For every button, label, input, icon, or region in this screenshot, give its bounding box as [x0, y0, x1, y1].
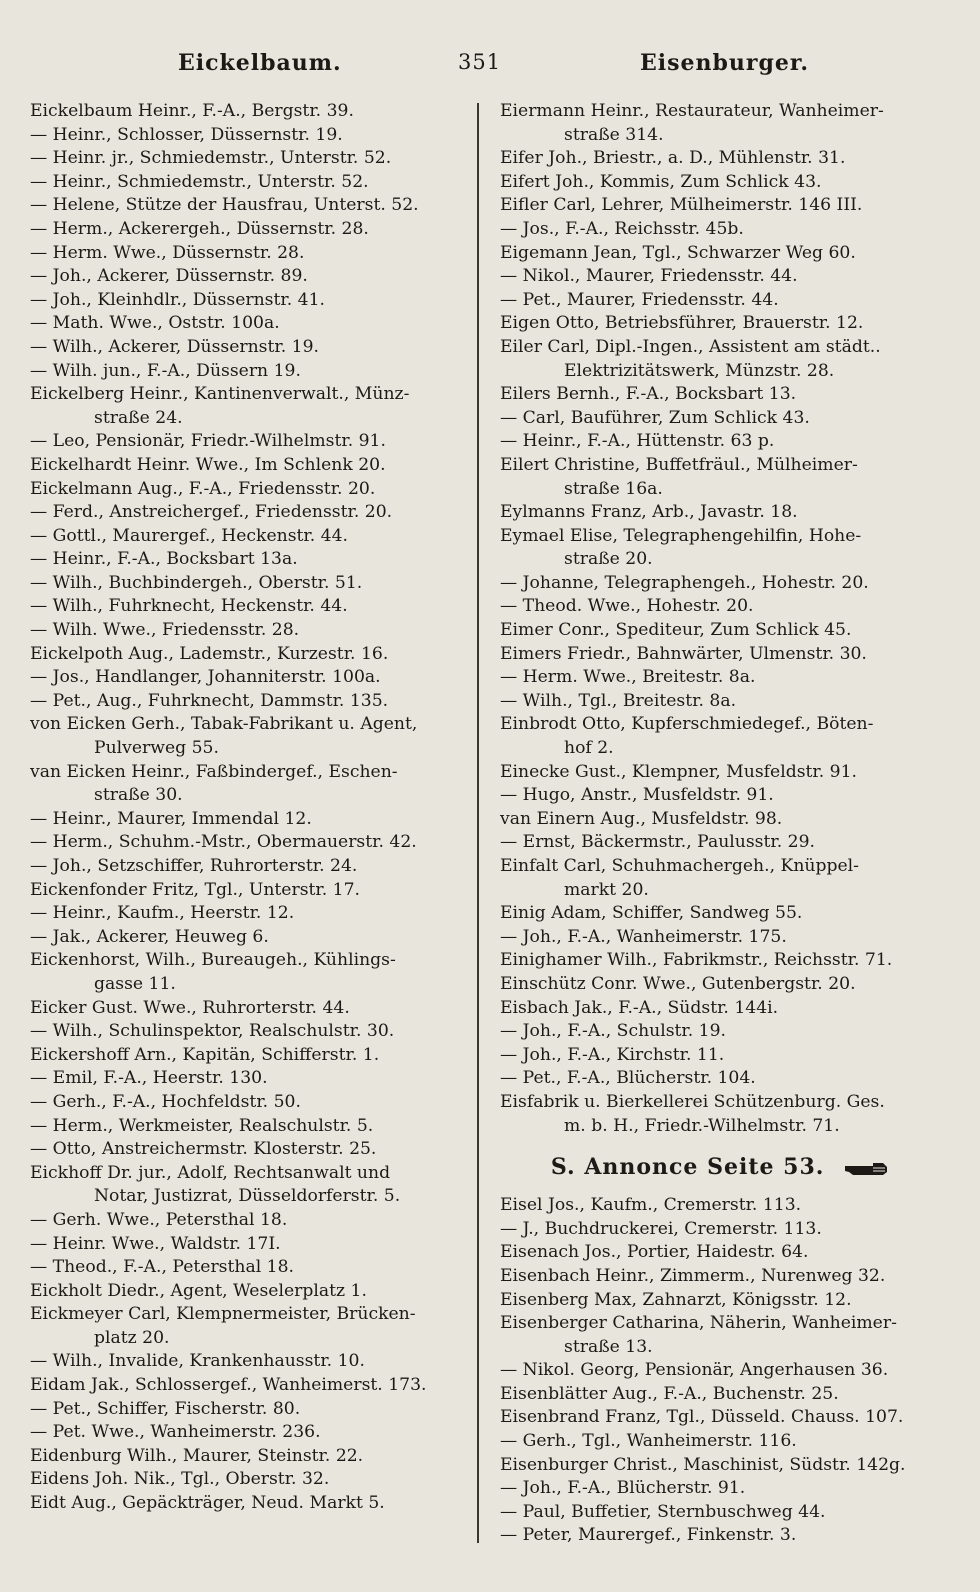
- directory-entry: Eickelberg Heinr., Kantinenverwalt., Münz-: [30, 384, 410, 405]
- directory-entry: — Gerh., Tgl., Wanheimerstr. 116.: [500, 1431, 797, 1452]
- page-number: 351: [458, 50, 502, 74]
- directory-entry: — Joh., Setzschiffer, Ruhrorterstr. 24.: [30, 856, 358, 876]
- directory-entry: Eimer Conr., Spediteur, Zum Schlick 45.: [500, 620, 852, 641]
- directory-entry: — Joh., F.-A., Schulstr. 19.: [500, 1021, 727, 1042]
- directory-entry: Eickenfonder Fritz, Tgl., Unterstr. 17.: [30, 879, 361, 900]
- directory-entry: — Peter, Maurergef., Finkenstr. 3.: [500, 1525, 797, 1546]
- directory-entry: — Jos., Handlanger, Johanniterstr. 100a.: [30, 667, 381, 688]
- entry-continuation: hof 2.: [564, 738, 614, 759]
- directory-entry: — Joh., Ackerer, Düssernstr. 89.: [30, 266, 308, 287]
- right-column: [500, 100, 940, 1548]
- directory-entry: — Gottl., Maurergef., Heckenstr. 44.: [30, 525, 349, 546]
- directory-entry: — Wilh., Invalide, Krankenhausstr. 10.: [30, 1351, 365, 1372]
- directory-entry: Eisenblätter Aug., F.-A., Buchenstr. 25.: [500, 1383, 839, 1404]
- directory-entry: Eickhoff Dr. jur., Adolf, Rechtsanwalt und: [30, 1162, 391, 1183]
- directory-entry: — Wilh., Fuhrknecht, Heckenstr. 44.: [30, 596, 348, 617]
- directory-entry: Eickelbaum Heinr., F.-A., Bergstr. 39.: [30, 101, 354, 121]
- entry-continuation: gasse 11.: [94, 973, 176, 994]
- directory-entry: — Theod. Wwe., Hohestr. 20.: [500, 596, 754, 617]
- directory-entry: — Pet., Schiffer, Fischerstr. 80.: [30, 1398, 301, 1419]
- directory-entry: Eickelhardt Heinr. Wwe., Im Schlenk 20.: [30, 454, 386, 475]
- directory-entry: — Joh., F.-A., Wanheimerstr. 175.: [500, 926, 787, 947]
- directory-entry: — Wilh., Tgl., Breitestr. 8a.: [500, 690, 737, 711]
- directory-entry: — Pet., Maurer, Friedensstr. 44.: [500, 289, 779, 310]
- directory-entry: Eigemann Jean, Tgl., Schwarzer Weg 60.: [500, 242, 856, 263]
- entry-continuation: straße 30.: [94, 785, 183, 806]
- directory-entry: — Heinr., F.-A., Bocksbart 13a.: [30, 549, 298, 570]
- directory-entry: Eickelmann Aug., F.-A., Friedensstr. 20.: [30, 478, 376, 499]
- directory-entry: Einschütz Conr. Wwe., Gutenbergstr. 20.: [500, 973, 856, 994]
- pointing-hand-icon: [843, 1159, 889, 1177]
- directory-entry: — Math. Wwe., Oststr. 100a.: [30, 313, 280, 334]
- directory-entry: Eickelpoth Aug., Lademstr., Kurzestr. 16.: [30, 643, 389, 664]
- entry-continuation: straße 16a.: [564, 478, 663, 499]
- directory-entry: — Joh., Kleinhdlr., Düssernstr. 41.: [30, 289, 325, 310]
- directory-entry: — Hugo, Anstr., Musfeldstr. 91.: [500, 785, 774, 806]
- entry-continuation: straße 24.: [94, 407, 183, 428]
- directory-entry: Eisenbach Heinr., Zimmerm., Nurenweg 32.: [500, 1265, 886, 1286]
- entry-continuation: m. b. H., Friedr.-Wilhelmstr. 71.: [564, 1115, 840, 1136]
- directory-entry: Eisfabrik u. Bierkellerei Schützenburg. Ges.: [500, 1091, 885, 1112]
- directory-entry: Einecke Gust., Klempner, Musfeldstr. 91.: [500, 761, 858, 782]
- header-right-keyword: Eisenburger.: [640, 50, 810, 76]
- directory-entry: — Johanne, Telegraphengeh., Hohestr. 20.: [500, 572, 869, 593]
- directory-entry: — Herm., Schuhm.-Mstr., Obermauerstr. 42.: [30, 832, 417, 853]
- directory-entry: Eifert Joh., Kommis, Zum Schlick 43.: [500, 171, 822, 192]
- directory-entry: — Herm. Wwe., Düssernstr. 28.: [30, 242, 305, 263]
- directory-entry: — Helene, Stütze der Hausfrau, Unterst. 52.: [30, 195, 419, 216]
- directory-entry: — Pet. Wwe., Wanheimerstr. 236.: [30, 1422, 321, 1443]
- directory-entry: Eidens Joh. Nik., Tgl., Oberstr. 32.: [30, 1469, 330, 1490]
- directory-entry: — Wilh., Schulinspektor, Realschulstr. 30.: [30, 1021, 395, 1042]
- entry-continuation: Notar, Justizrat, Düsseldorferstr. 5.: [94, 1186, 401, 1207]
- directory-entry: — Carl, Bauführer, Zum Schlick 43.: [500, 407, 810, 428]
- directory-entry: Eisenberg Max, Zahnarzt, Königsstr. 12.: [500, 1289, 852, 1310]
- entry-continuation: platz 20.: [94, 1327, 170, 1348]
- directory-entry: Eickenhorst, Wilh., Bureaugeh., Kühlings-: [30, 950, 396, 971]
- directory-entry: Eisel Jos., Kaufm., Cremerstr. 113.: [500, 1195, 802, 1216]
- directory-entry: — Herm., Ackerergeh., Düssernstr. 28.: [30, 218, 369, 239]
- directory-entry: Eigen Otto, Betriebsführer, Brauerstr. 12.: [500, 313, 864, 334]
- directory-entry: — Gerh., F.-A., Hochfeldstr. 50.: [30, 1091, 301, 1112]
- directory-entry: — Wilh. jun., F.-A., Düssern 19.: [30, 360, 301, 381]
- directory-entry: — Ferd., Anstreichergef., Friedensstr. 20.: [30, 502, 393, 523]
- entry-continuation: straße 13.: [564, 1336, 653, 1357]
- directory-entry: — Theod., F.-A., Petersthal 18.: [30, 1257, 295, 1278]
- directory-entry: — Nikol., Maurer, Friedensstr. 44.: [500, 266, 798, 287]
- directory-entry: — Pet., F.-A., Blücherstr. 104.: [500, 1068, 756, 1089]
- directory-entry: Eickmeyer Carl, Klempnermeister, Brücken-: [30, 1304, 416, 1325]
- directory-entry: Eifler Carl, Lehrer, Mülheimerstr. 146 III.: [500, 195, 863, 216]
- directory-entry: — Heinr., Schmiedemstr., Unterstr. 52.: [30, 171, 369, 192]
- directory-entry: — Nikol. Georg, Pensionär, Angerhausen 36.: [500, 1360, 889, 1381]
- entry-continuation: Elektrizitätswerk, Münzstr. 28.: [564, 360, 835, 381]
- entry-continuation: straße 314.: [564, 124, 664, 145]
- directory-entry: — Heinr., Schlosser, Düssernstr. 19.: [30, 124, 343, 145]
- directory-entry: — Leo, Pensionär, Friedr.-Wilhelmstr. 91.: [30, 431, 386, 452]
- directory-entry: van Eicken Heinr., Faßbindergef., Eschen-: [30, 761, 398, 782]
- directory-entry: — Heinr. Wwe., Waldstr. 17I.: [30, 1233, 281, 1254]
- directory-entry: Eiermann Heinr., Restaurateur, Wanheimer-: [500, 101, 884, 121]
- directory-entry: Eisbach Jak., F.-A., Südstr. 144i.: [500, 997, 779, 1018]
- entry-continuation: straße 20.: [564, 549, 653, 570]
- entry-continuation: markt 20.: [564, 879, 649, 900]
- directory-entry: — Jos., F.-A., Reichsstr. 45b.: [500, 218, 744, 239]
- annonce-text: S. Annonce Seite 53.: [550, 1154, 825, 1181]
- directory-entry: Eisenach Jos., Portier, Haidestr. 64.: [500, 1242, 809, 1263]
- directory-entry: — Emil, F.-A., Heerstr. 130.: [30, 1068, 268, 1089]
- header-left-keyword: Eickelbaum.: [178, 50, 342, 76]
- directory-entry: Eiler Carl, Dipl.-Ingen., Assistent am städt..: [500, 336, 881, 357]
- directory-entry: Eisenbrand Franz, Tgl., Düsseld. Chauss. 107.: [500, 1407, 904, 1428]
- directory-entry: — Herm., Werkmeister, Realschulstr. 5.: [30, 1115, 374, 1136]
- directory-entry: — Wilh. Wwe., Friedensstr. 28.: [30, 620, 300, 641]
- column-divider: [477, 103, 479, 1543]
- directory-entry: Eidenburg Wilh., Maurer, Steinstr. 22.: [30, 1445, 364, 1466]
- directory-entry: Eickershoff Arn., Kapitän, Schifferstr. 1.: [30, 1044, 380, 1065]
- directory-entry: — Wilh., Ackerer, Düssernstr. 19.: [30, 336, 319, 357]
- directory-entry: — Jak., Ackerer, Heuweg 6.: [30, 926, 269, 947]
- directory-entry: Eisenburger Christ., Maschinist, Südstr. 142g.: [500, 1454, 906, 1475]
- directory-entry: Eifer Joh., Briestr., a. D., Mühlenstr. 31.: [500, 148, 846, 169]
- directory-entry: — Herm. Wwe., Breitestr. 8a.: [500, 667, 756, 688]
- directory-entry: Eicker Gust. Wwe., Ruhrorterstr. 44.: [30, 997, 350, 1018]
- directory-entry: — Joh., F.-A., Blücherstr. 91.: [500, 1478, 746, 1499]
- directory-entry: Eilers Bernh., F.-A., Bocksbart 13.: [500, 384, 797, 405]
- left-column: [30, 100, 470, 1516]
- directory-entry: Eidam Jak., Schlossergef., Wanheimerst. 173.: [30, 1375, 427, 1396]
- directory-entry: Eickholt Diedr., Agent, Weselerplatz 1.: [30, 1280, 367, 1301]
- directory-entry: — Pet., Aug., Fuhrknecht, Dammstr. 135.: [30, 690, 389, 711]
- directory-entry: Eylmanns Franz, Arb., Javastr. 18.: [500, 502, 798, 523]
- right-column-bottom-entries: [500, 1194, 940, 1548]
- directory-entry: Einfalt Carl, Schuhmachergeh., Knüppel-: [500, 856, 859, 876]
- directory-entry: — Heinr., F.-A., Hüttenstr. 63 p.: [500, 431, 775, 452]
- directory-entry: Einig Adam, Schiffer, Sandweg 55.: [500, 903, 803, 924]
- right-column-top-entries: [500, 100, 940, 1138]
- directory-entry: — Joh., F.-A., Kirchstr. 11.: [500, 1044, 725, 1065]
- directory-entry: van Einern Aug., Musfeldstr. 98.: [500, 808, 783, 829]
- directory-entry: Eymael Elise, Telegraphengehilfin, Hohe-: [500, 525, 862, 546]
- directory-entry: — Paul, Buffetier, Sternbuschweg 44.: [500, 1501, 826, 1522]
- directory-entry: von Eicken Gerh., Tabak-Fabrikant u. Agent,: [30, 714, 418, 735]
- directory-entry: — J., Buchdruckerei, Cremerstr. 113.: [500, 1218, 822, 1239]
- directory-entry: Eimers Friedr., Bahnwärter, Ulmenstr. 30.: [500, 643, 867, 664]
- directory-entry: Eilert Christine, Buffetfräul., Mülheimer-: [500, 454, 858, 475]
- entry-continuation: Pulverweg 55.: [94, 738, 219, 759]
- directory-entry: — Heinr., Maurer, Immendal 12.: [30, 808, 312, 829]
- directory-entry: Einighamer Wilh., Fabrikmstr., Reichsstr. 71.: [500, 950, 893, 971]
- page-header: [0, 50, 980, 86]
- directory-entry: Eisenberger Catharina, Näherin, Wanheimer-: [500, 1313, 897, 1334]
- directory-entry: Eidt Aug., Gepäckträger, Neud. Markt 5.: [30, 1493, 385, 1514]
- directory-entry: Einbrodt Otto, Kupferschmiedegef., Böten-: [500, 714, 874, 735]
- directory-entry: — Gerh. Wwe., Petersthal 18.: [30, 1209, 288, 1230]
- annonce-note: [500, 1152, 940, 1182]
- directory-entry: — Heinr., Kaufm., Heerstr. 12.: [30, 903, 295, 924]
- directory-entry: — Otto, Anstreichermstr. Klosterstr. 25.: [30, 1139, 377, 1160]
- directory-entry: — Wilh., Buchbindergeh., Oberstr. 51.: [30, 572, 363, 593]
- directory-entry: — Ernst, Bäckermstr., Paulusstr. 29.: [500, 832, 815, 853]
- directory-entry: — Heinr. jr., Schmiedemstr., Unterstr. 52.: [30, 148, 392, 169]
